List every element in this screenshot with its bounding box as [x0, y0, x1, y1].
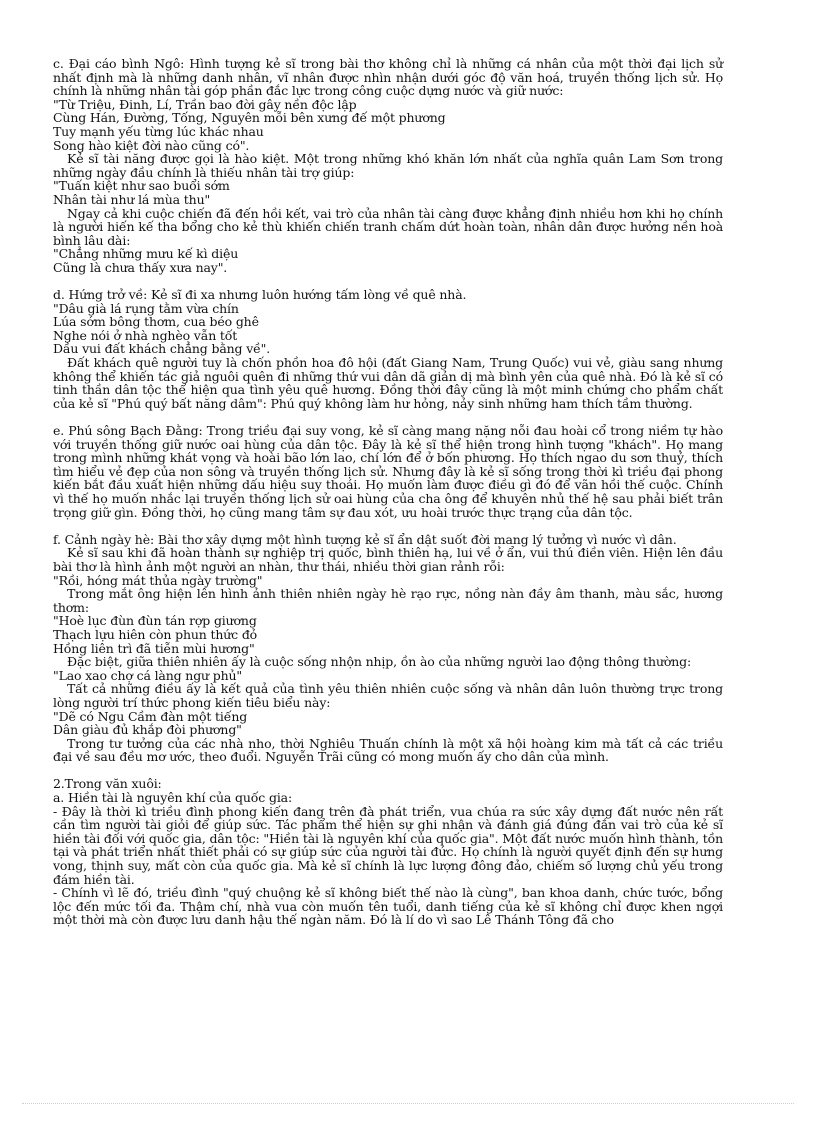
verse-line: Nhân tài như lá mùa thu"	[53, 191, 211, 207]
paragraph: e. Phú sông Bạch Đằng: Trong triều đại suy vong, kẻ sĩ càng mang nặng nỗi đau hoài cổ trong niềm tự hào với truyền thống giữ nước oai hùng của dân tộc. Đây là kẻ sĩ thể hiện trong hình tượng "khách". Họ mang trong mình những khát vọng và hoài bão lớn lao, chí lớn để ở bốn phương. Họ thích ngao du sơn thuỷ, thích tìm hiểu vẻ đẹp của non sông và truyền thống lịch sử. Nhưng đây là kẻ sĩ sống trong thời kì triều đại phong kiến bắt đầu xuất hiện những dấu hiệu suy thoái. Họ muốn làm được điều gì đó để vãn hồi thế cuộc. Chính vì thế họ muốn nhắc lại truyền thống lịch sử oai hùng của cha ông để khuyên nhủ thế hệ sau phải biết trân trọng giữ gìn. Đồng thời, họ cũng mang tâm sự đau xót, ưu hoài trước thực trạng của dân tộc.	[53, 423, 723, 520]
verse-line: "Dẽ có Ngu Cầm đàn một tiếng	[53, 708, 248, 724]
paragraph: d. Hứng trở về: Kẻ sĩ đi xa nhưng luôn hướng tấm lòng về quê nhà.	[53, 287, 467, 303]
section-van-xuoi	[53, 777, 723, 927]
paragraph: Tất cả những điều ấy là kết quả của tình yêu thiên nhiên cuộc sống và nhân dân luôn thường trực trong lòng người trí thức phong kiến tiêu biểu này:	[53, 681, 723, 710]
verse-line: Cùng Hán, Đường, Tống, Nguyên mỗi bên xưng đế một phương	[53, 110, 446, 126]
verse-line: Tuy mạnh yếu từng lúc khác nhau	[53, 123, 264, 139]
verse-line: "Dâu già lá rụng tằm vừa chín	[53, 300, 239, 316]
page-bottom-divider	[22, 1103, 794, 1104]
verse-line: Hồng liên trì đã tiễn mùi hương"	[53, 640, 255, 656]
verse-line: Song hào kiệt đời nào cũng có".	[53, 137, 250, 153]
paragraph: c. Đại cáo bình Ngô: Hình tượng kẻ sĩ trong bài thơ không chỉ là những cá nhân của một thời đại lịch sử nhất định mà là những danh nhân, vĩ nhân được nhìn nhận dưới góc độ văn hoá, truyền thống lịch sử. Họ chính là những nhân tài góp phần đắc lực trong công cuộc dựng nước và giữ nước:	[53, 56, 723, 99]
verse-line: Lúa sớm bông thơm, cua béo ghê	[53, 314, 259, 330]
verse-line: Nghe nói ở nhà nghèo vẫn tốt	[53, 327, 238, 343]
paragraph: Đất khách quê người tuy là chốn phồn hoa đô hội (đất Giang Nam, Trung Quốc) vui vẻ, giàu sang nhưng không thể khiến tác giả nguôi quên đi những thứ vui dân dã giản dị mà bình yên của quê nhà. Đó là kẻ sĩ có tinh thần dân tộc thể hiện qua tình yêu quê hương. Đồng thời đây cũng là một minh chứng cho phẩm chất của kẻ sĩ "Phú quý bất năng dâm": Phú quý không làm hư hỏng, nảy sinh những ham thích tầm thường.	[53, 355, 723, 411]
paragraph: Đặc biệt, giữa thiên nhiên ấy là cuộc sống nhộn nhịp, ồn ào của những người lao động thông thường:	[67, 654, 692, 670]
subsection-heading: a. Hiền tài là nguyên khí của quốc gia:	[53, 790, 293, 806]
section-heading: 2.Trong văn xuôi:	[53, 776, 162, 792]
verse-line: "Hoè lục đùn đùn tán rợp giương	[53, 613, 257, 629]
paragraph: Trong tư tưởng của các nhà nho, thời Nghiêu Thuấn chính là một xã hội hoàng kim mà tất cả các triều đại về sau đều mơ ước, theo đuổi. Nguyễn Trãi cũng có mong muốn ấy cho dân của mình.	[53, 735, 723, 765]
verse-line: "Từ Triệu, Đinh, Lí, Trần bao đời gây nền độc lập	[53, 96, 357, 112]
verse-line: Thạch lựu hiên còn phun thức đỏ	[53, 626, 258, 642]
verse-line: "Lao xao chợ cá làng ngư phủ"	[53, 667, 243, 683]
verse-line: Dầu vui đất khách chẳng bằng về".	[53, 341, 271, 357]
section-dai-cao-binh-ngo	[53, 57, 723, 275]
verse-line: Dân giàu đủ khắp đòi phương"	[53, 722, 242, 738]
paragraph: Kẻ sĩ sau khi đã hoàn thành sự nghiệp trị quốc, bình thiên hạ, lui về ở ẩn, vui thú điền viên. Hiện lên đầu bài thơ là hình ảnh một người an nhàn, thư thái, nhiều thời gian rảnh rỗi:	[53, 545, 723, 574]
verse-line: "Chẳng những mưu kế kì diệu	[53, 246, 239, 262]
section-hung-tro-ve	[53, 288, 723, 410]
paragraph: - Chính vì lẽ đó, triều đình "quý chuộng kẻ sĩ không biết thế nào là cùng", ban khoa danh, chức tước, bổng lộc đến mức tối đa. Thậm chí, nhà vua còn muốn tên tuổi, danh tiếng của kẻ sĩ không chỉ được khen ngợi một thời mà còn được lưu danh hậu thế ngàn năm. Đó là lí do vì sao Lê Thánh Tông đã cho	[53, 885, 723, 928]
verse-line: "Rồi, hóng mát thủa ngày trường"	[53, 572, 263, 588]
paragraph: Trong mắt ông hiện lên hình ảnh thiên nhiên ngày hè rạo rực, nồng nàn đầy âm thanh, màu sắc, hương thơm:	[53, 586, 723, 615]
paragraph: Ngay cả khi cuộc chiến đã đến hồi kết, vai trò của nhân tài càng được khẳng định nhiều hơn khi họ chính là người hiến kế tha bổng cho kẻ thù khiến chiến tranh chấm dứt hoàn toàn, nhân dân được hưởng nền hoà bình lâu dài:	[53, 205, 723, 248]
section-canh-ngay-he	[53, 533, 723, 764]
paragraph: f. Cảnh ngày hè: Bài thơ xây dựng một hình tượng kẻ sĩ ẩn dật suốt đời mang lý tưởng vì nước vì dân.	[53, 531, 677, 547]
section-phu-song-bach-dang	[53, 424, 723, 519]
paragraph: - Đây là thời kì triều đình phong kiến đang trên đà phát triển, vua chúa ra sức xây dựng đất nước nên rất cần tìm người tài giỏi để giúp sức. Tác phẩm thể hiện sự ghi nhận và đánh giá đúng đắn vai trò của kẻ sĩ hiền tài đối với quốc gia, dân tộc: "Hiền tài là nguyên khí của quốc gia". Một đất nước muốn hình thành, tồn tại và phát triển nhất thiết phải có sự giúp sức của người tài đức. Họ chính là người quyết định đến sự hưng vong, thịnh suy, mất còn của quốc gia. Mà kẻ sĩ chính là lực lượng đông đảo, chiếm số lượng chủ yếu trong đám hiền tài.	[53, 803, 723, 887]
verse-line: "Tuấn kiệt như sao buổi sớm	[53, 178, 230, 194]
verse-line: Cũng là chưa thấy xưa nay".	[53, 259, 228, 275]
document-body	[53, 57, 723, 941]
paragraph: Kẻ sĩ tài năng được gọi là hào kiệt. Một trong những khó khăn lớn nhất của nghĩa quân Lam Sơn trong những ngày đầu chính là thiếu nhân tài trợ giúp:	[53, 151, 723, 180]
